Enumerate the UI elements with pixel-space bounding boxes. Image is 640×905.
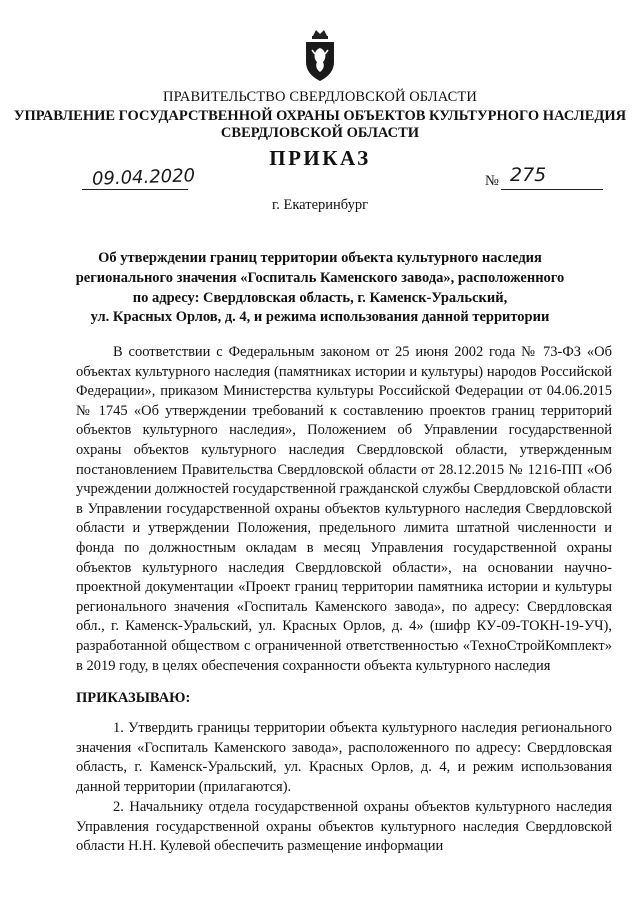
orders-heading: ПРИКАЗЫВАЮ:: [76, 690, 191, 706]
department-line-1: УПРАВЛЕНИЕ ГОСУДАРСТВЕННОЙ ОХРАНЫ ОБЪЕКТОВ КУЛЬТУРНОГО НАСЛЕДИЯ: [13, 108, 627, 124]
city: г. Екатеринбург: [271, 197, 369, 213]
order-subject: [40, 249, 600, 328]
department-name: [0, 108, 640, 142]
government-name: ПРАВИТЕЛЬСТВО СВЕРДЛОВСКОЙ ОБЛАСТИ: [163, 89, 477, 105]
document-type: ПРИКАЗ: [269, 146, 371, 170]
order-date: 09.04.2020: [91, 165, 196, 190]
number-underline: [501, 189, 603, 190]
order-item-2: 2. Начальнику отдела государственной охраны объектов культурного наследия Управления государственной охраны объектов культурного наследия Свердловской области Н.Н. Кулевой обеспечить размещение информации: [76, 799, 612, 855]
subject-line-3: по адресу: Свердловская область, г. Каменск-Уральский,: [132, 289, 508, 306]
subject-line-4: ул. Красных Орлов, д. 4, и режима использования данной территории: [90, 309, 550, 326]
number-label: №: [485, 173, 499, 189]
order-item-1: 1. Утвердить границы территории объекта культурного наследия регионального значения «Госпиталь Каменского завода», расположенного по адресу: Свердловская область, г. Каменск-Уральский, ул. Красных Орлов, д. 4, и режим использования данной территории (прилагаются).: [76, 720, 612, 795]
preamble-paragraph: В соответствии с Федеральным законом от 25 июня 2002 года № 73-ФЗ «Об объектах культурного наследия (памятниках истории и культуры) народов Российской Федерации», приказом Министерства культуры Российской Федерации от 04.06.2015 № 1745 «Об утверждении требований к составлению проектов границ территорий объектов культурного наследия», Положением об Управлении государственной охраны объектов культурного наследия Свердловской области, утвержденным постановлением Правительства Свердловской области от 28.12.2015 № 1216-ПП «Об учреждении должностей государственной гражданской службы Свердловской области в Управлении государственной охраны объектов культурного наследия Свердловской области и утверждении Положения, предельного лимита штатной численности и фонда по должностным окладам в месяц Управления государственной охраны объектов культурного наследия Свердловской области», на основании научно-проектной документации «Проект границ территории памятника истории и культуры регионального значения «Госпиталь Каменского завода», по адресу: Свердловская обл., г. Каменск-Уральский, ул. Красных Орлов, д. 4» (шифр КУ-09-ТОКН-19-УЧ), разработанной обществом с ограниченной ответственностью «ТехноСтройКомплект» в 2019 году, в целях обеспечения сохранности объекта культурного наследия: [76, 344, 612, 674]
department-line-2: СВЕРДЛОВСКОЙ ОБЛАСТИ: [220, 125, 420, 141]
date-underline: [82, 189, 188, 190]
subject-line-1: Об утверждении границ территории объекта культурного наследия: [98, 250, 542, 266]
sverdlovsk-region-coat-of-arms-icon: [300, 28, 340, 84]
subject-line-2: регионального значения «Госпиталь Каменского завода», расположенного: [75, 269, 565, 286]
order-number: 275: [510, 164, 547, 186]
